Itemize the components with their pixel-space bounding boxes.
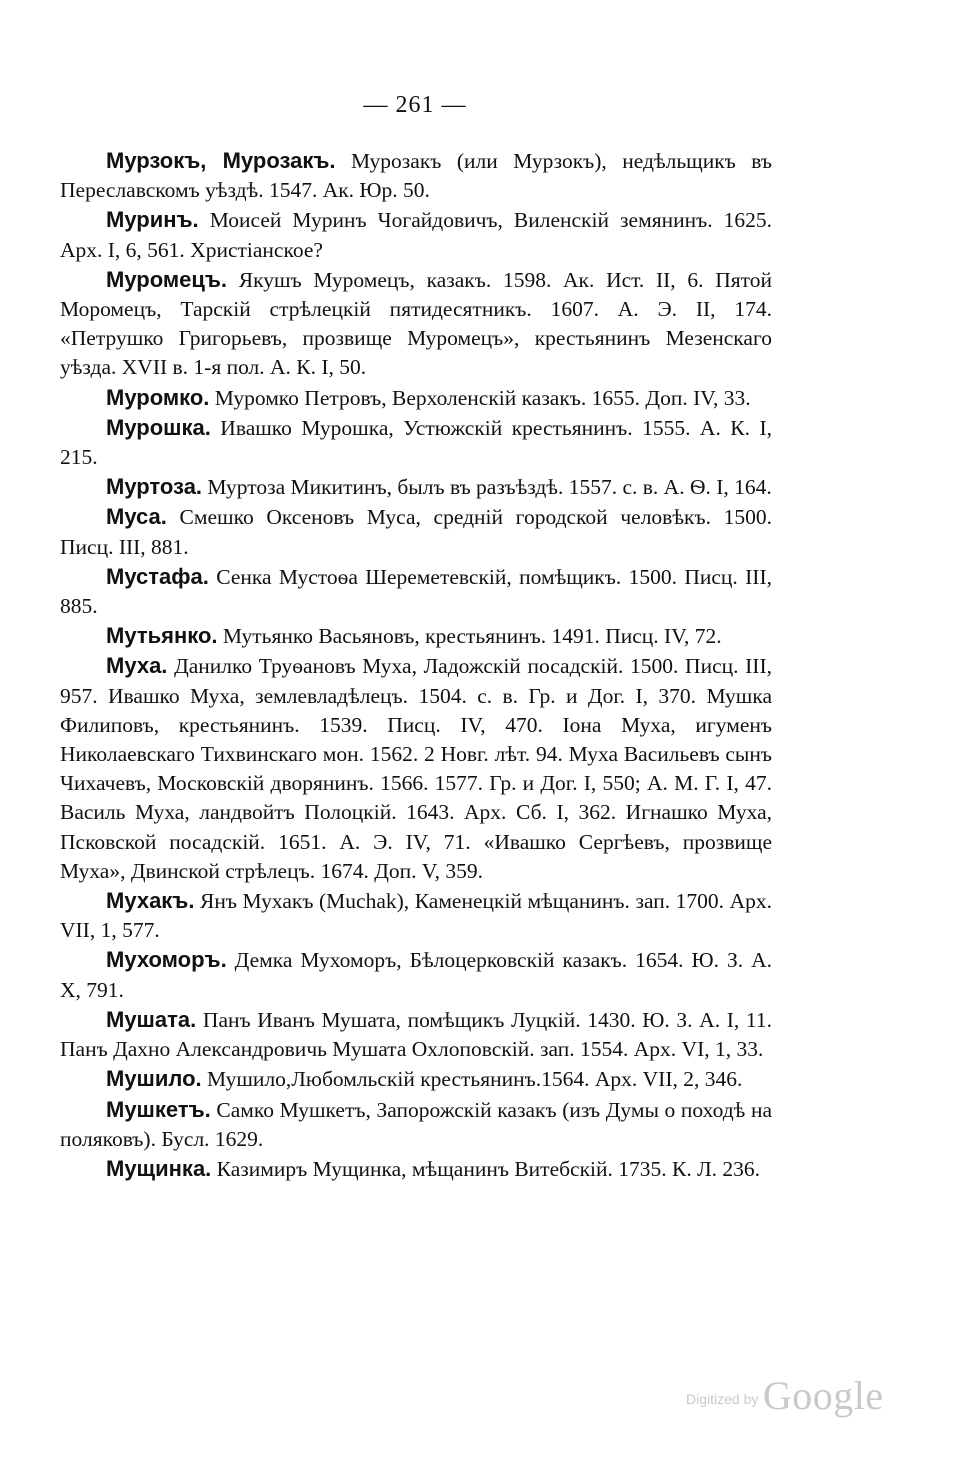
entry	[60, 1064, 772, 1094]
entry-text: Казимиръ Мущинка, мѣщанинъ Витебскій. 1735. К. Л. 236.	[211, 1156, 761, 1181]
entry-text: Мушило,Любомльскій крестьянинъ.1564. Арх. VII, 2, 346.	[201, 1067, 743, 1092]
entry	[60, 146, 772, 205]
entry-text: Моисей Муринъ Чогайдовичъ, Виленскій земянинъ. 1625. Арх. I, 6, 561. Христіанское?	[60, 208, 772, 262]
entry	[60, 562, 772, 621]
entry-headword: Мухоморъ.	[106, 947, 227, 973]
entry	[60, 886, 772, 945]
entry-text: Данилко Труѳановъ Муха, Ладожскій посадскій. 1500. Писц. III, 957. Ивашко Муха, землевладѣлецъ. 1504. с. в. Гр. и Дог. I, 370. Мушка Филиповъ, крестьянинъ. 1539. Писц. IV, 470. Іона Муха, игуменъ Николаевскаго Тихвинскаго мон. 1562. 2 Новг. лѣт. 94. Муха Васильевъ сынъ Чихачевъ, Московскій дворянинъ. 1566. 1577. Гр. и Дог. I, 550; А. М. Г. I, 47. Василь Муха, ландвойтъ Полоцкій. 1643. Арх. Сб. I, 362. Игнашко Муха, Псковской посадскій. 1651. А. Э. IV, 71. «Ивашко Сергѣевъ, прозвище Муха», Двинской стрѣлецъ. 1674. Доп. V, 359.	[60, 654, 772, 883]
entry-text: Самко Мушкетъ, Запорожскій казакъ (изъ Думы о походѣ на поляковъ). Бусл. 1629.	[60, 1097, 772, 1151]
entry-headword: Мушата.	[106, 1006, 197, 1032]
entry-text: Ивашко Мурошка, Устюжскій крестьянинъ. 1555. А. К. I, 215.	[60, 415, 772, 470]
entry	[60, 205, 772, 264]
entry	[60, 621, 772, 651]
entry-headword: Муринъ.	[106, 207, 199, 233]
entry-text: Сенка Мустоѳа Шереметевскій, помѣщикъ. 1500. Писц. III, 885.	[60, 564, 772, 619]
entry-text: Якушъ Муромецъ, казакъ. 1598. Ак. Ист. II, 6. Пятой Моромецъ, Тарскій стрѣлецкій пятидесятникъ. 1607. А. Э. II, 174. «Петрушко Григорьевъ, прозвище Муромецъ», крестьянинъ Мезенскаго уѣзда. XVII в. 1-я пол. А. К. I, 50.	[60, 267, 772, 380]
entry-headword: Мутьянко.	[106, 623, 218, 649]
entry	[60, 413, 772, 472]
entry-headword: Мушило.	[106, 1066, 202, 1092]
entry-headword: Мурзокъ, Мурозакъ.	[106, 148, 336, 173]
entry-text: Мутьянко Васьяновъ, крестьянинъ. 1491. Писц. IV, 72.	[217, 624, 722, 649]
entry	[60, 502, 772, 561]
entry-text: Смешко Оксеновъ Муса, средній городской человѣкъ. 1500. Писц. III, 881.	[60, 505, 772, 559]
entry-headword: Мурошка.	[106, 414, 211, 440]
entry-headword: Муромко.	[106, 384, 210, 410]
dictionary-entries	[60, 146, 772, 1184]
entry-headword: Мушкетъ.	[106, 1096, 211, 1122]
entry-text: Мурозакъ (или Мурзокъ), недѣльщикъ въ Переславскомъ уѣздѣ. 1547. Ак. Юр. 50.	[60, 149, 772, 203]
entry-headword: Мустафа.	[106, 563, 209, 589]
page-number: — 261 —	[363, 92, 467, 118]
entry-text: Муромко Петровъ, Верхоленскій казакъ. 1655. Доп. IV, 33.	[209, 385, 751, 410]
entry-headword: Муса.	[106, 504, 167, 530]
entry	[60, 945, 772, 1004]
entry	[60, 472, 772, 502]
watermark-prefix: Digitized by	[686, 1391, 759, 1407]
entry	[60, 651, 772, 886]
entry	[60, 265, 772, 383]
entry-headword: Мущинка.	[106, 1155, 212, 1181]
entry	[60, 1154, 772, 1184]
entry-text: Янъ Мухакъ (Muchak), Каменецкій мѣщанинъ. зап. 1700. Арх. VII, 1, 577.	[60, 889, 772, 943]
entry-headword: Муромецъ.	[106, 266, 228, 292]
entry-headword: Муртоза.	[106, 474, 203, 500]
entry	[60, 1095, 772, 1154]
entry-headword: Мухакъ.	[106, 888, 195, 914]
google-logo: Google	[762, 1373, 884, 1418]
entry	[60, 383, 772, 413]
entry	[60, 1005, 772, 1064]
entry-text: Панъ Иванъ Мушата, помѣщикъ Луцкій. 1430. Ю. З. А. I, 11. Панъ Дахно Александровичь Мушата Охлоповскій. зап. 1554. Арх. VI, 1, 33.	[60, 1007, 772, 1062]
entry-text: Демка Мухоморъ, Бѣлоцерковскій казакъ. 1654. Ю. З. А. X, 791.	[60, 948, 772, 1002]
entry-text: Муртоза Микитинъ, былъ въ разъѣздѣ. 1557. с. в. А. Ѳ. I, 164.	[202, 475, 772, 500]
digitized-by-google-watermark	[686, 1372, 884, 1419]
entry-headword: Муха.	[106, 653, 168, 679]
